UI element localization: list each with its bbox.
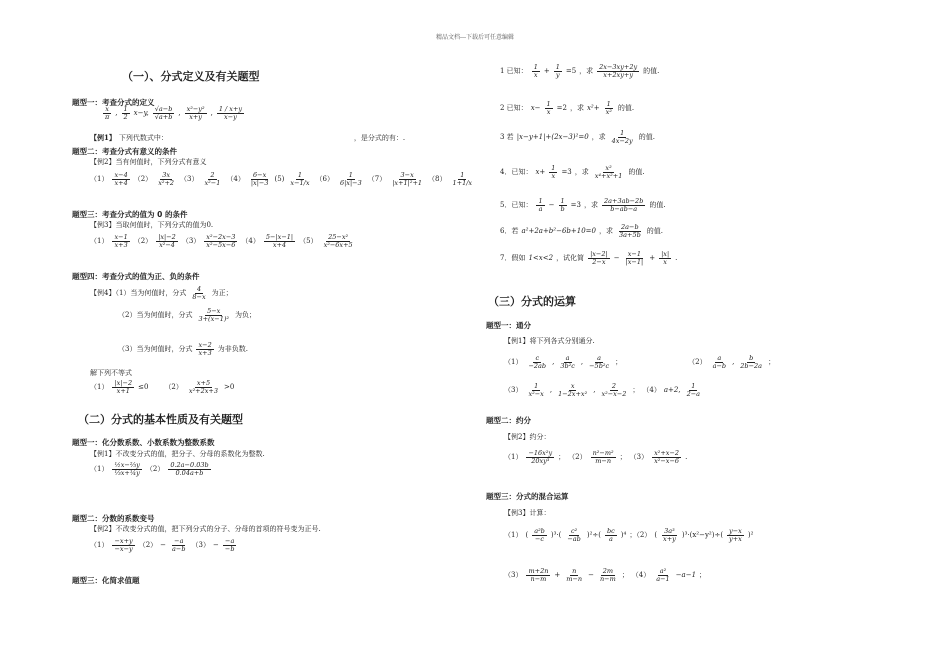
example-1-line — [90, 133, 405, 143]
example-4-line-1: 【例4】（1）当为何值时，分式 4 8−x 为正； — [90, 285, 233, 301]
example-4-line-3: （3）当为何值时，分式 x−2 x+3 为非负数. — [118, 341, 248, 357]
example-6-items: （1） −x+y −x−y （2） − $\frac{-a}{a-b}$ （3） − $\frac{-a}{-b}$ — [90, 537, 235, 553]
question-7-mid: ，试化简 — [556, 254, 585, 263]
question-4-pre: 4．已知： — [500, 168, 533, 177]
question-1-mid: ，求 — [579, 67, 594, 76]
example-3-text: 【例3】当取何值时，下列分式的值为0. — [90, 221, 214, 229]
topic-7-heading: 题型三：化简求值题 — [72, 576, 140, 585]
topic-8-heading: 题型一：通分 — [486, 321, 531, 330]
solve-heading: 解下列不等式 — [90, 369, 132, 377]
topic-4-heading: 题型四：考查分式的值为正、负的条件 — [72, 272, 200, 281]
example-4-line-2: （2）当为何值时，分式 5−x 3+(x−1)² 为负； — [118, 307, 256, 323]
example-8-items-a: （1） c −2ab , a 3b²c , a −5b²c ； （2） a a−b , b 2b−2a ； — [504, 354, 776, 370]
inequalities: （1） $\frac{|x|-2}{x+1}$ ≤0 （2） x+5 x²+2x+3 >0 — [90, 379, 235, 395]
example-1-text: 下列代数式中： — [118, 134, 168, 142]
question-2-pre: 2 已知： — [500, 104, 528, 113]
example-5-items: （1） ½x−⅔y ⅓x+¼y （2） 0.2a−0.03b 0.04a+b — [90, 461, 209, 477]
question-7-pre: 7．假如 — [500, 254, 526, 263]
question-4: 4．已知： x+ $\frac{1}{x}$ =3 ，求 x² x⁴+x²+1 的值. — [500, 164, 645, 180]
example-3-items: （1） x−1 x+3 （2） |x|−2 x²−4 （3） x²−2x−3 x²−5x−6 （4） 5−|x−1| x+4 （5） 25−x² x²−6x+5 — [90, 233, 353, 249]
question-2: 2 已知： x− $\frac{1}{x}$ =2 ，求 x²+ $\frac{1}{\text{x²}}$ 的值. — [500, 100, 635, 116]
example-4-3-text: （3）当为何值时，分式 — [118, 345, 193, 354]
question-3-end: 的值. — [638, 133, 655, 142]
example-6-text: 【例2】不改变分式的值，把下列分式的分子、分母的首项的符号变为正号. — [90, 525, 321, 533]
topic-6-heading: 题型二：分数的系数变号 — [72, 514, 155, 523]
example-4-tail: 为正； — [211, 289, 233, 298]
example-4-text: 【例4】（1）当为何值时，分式 — [90, 289, 187, 298]
example-4-2-text: （2）当为何值时，分式 — [118, 311, 193, 320]
example-8-text: 【例1】将下列各式分别通分. — [504, 337, 595, 345]
example-10-items-a: （1） ( a²b −c )³·( c² −ab )²÷( bc a )⁴ ；（2） ( 3a³ x+y )³·(x²−y²)÷( y−x y+x )² — [504, 527, 754, 543]
page-header: 精品文档---下载后可任意编辑 — [435, 34, 515, 41]
example-4-2-tail: 为负； — [234, 311, 256, 320]
topic-1-heading: 题型一：考查分式的定义 — [72, 98, 155, 107]
section-title-3: （三）分式的运算 — [488, 295, 576, 308]
question-2-mid: ，求 — [569, 104, 584, 113]
topic-9-heading: 题型二：约分 — [486, 416, 531, 425]
question-3: 3 若 |x−y+1|+(2x−3)²=0 ，求 1 4x−2y 的值. — [500, 129, 655, 145]
example-10-text: 【例3】计算： — [504, 509, 551, 517]
section-title-2: （二）分式的基本性质及有关题型 — [78, 413, 243, 426]
question-3-mid: ，求 — [591, 133, 606, 142]
question-7: 7．假如 1<x<2 ，试化简 |x−2| 2−x − $\frac{x-1}{|x-1|}$ + $\frac{|x|}{x}$ . — [500, 250, 678, 266]
question-5: 5．已知： 1 a − $\frac{1}{b}$ =3 ，求 2a+3ab−2b b−ab−a 的值. — [500, 197, 666, 213]
question-1: 1 已知： 1 x + $\frac{1}{y}$ =5 ，求 2x−3xy+2y x+2xy+y 的值. — [500, 63, 660, 79]
section-title-1: （一）、分式定义及有关题型 — [122, 70, 260, 83]
question-6: 6．若 a²+2a+b²−6b+10=0 ，求 2a−b 3a+5b 的值. — [500, 223, 663, 239]
topic-5-heading: 题型一：化分数系数、小数系数为整数系数 — [72, 438, 215, 447]
example-10-items-b: （3） m+2n n−m + $\frac{n}{m-n}$ − $\frac{2m}{n-m}$ ； （4） a² a−1 −a−1 ； — [504, 567, 707, 583]
topic-2-heading: 题型二：考查分式有意义的条件 — [72, 147, 177, 156]
example-9-text: 【例2】约分： — [504, 433, 551, 441]
question-5-pre: 5．已知： — [500, 201, 533, 210]
example-1-tail: ，是分式的有：. — [353, 134, 406, 142]
question-3-pre: 3 若 — [500, 133, 514, 142]
example-1-label: 【例1】 — [90, 133, 116, 142]
topic-10-heading: 题型三：分式的混合运算 — [486, 492, 569, 501]
question-1-end: 的值. — [643, 67, 660, 76]
example-4-3-tail: 为非负数. — [217, 345, 248, 354]
question-2-end: 的值. — [617, 104, 635, 113]
example-1-expressions: x π , 1 2 x−y, √a−b √a+b , x²−y² x+y , 1 / x+y x−y — [105, 105, 243, 121]
question-6-pre: 6．若 — [500, 227, 519, 236]
example-8-items-b: （3） 1 x²−x , x 1−2x+x² , 2 x²−x−2 ； （4） a+2, 1 2−a — [504, 382, 701, 398]
example-2-items: （1） x−4 x+4 （2） 3x x²+2 （3） 2 x²−1 （4） 6−x |x|−3 (5) 1 x−1/x （6） 1 6|x|−3 （7） 3−x |x+1|²+1 （8） 1 1+1/x — [90, 171, 473, 187]
example-5-text: 【例1】不改变分式的值，把分子、分母的系数化为整数. — [90, 450, 265, 458]
example-2-text: 【例2】当有何值时，下列分式有意义 — [90, 158, 207, 166]
example-9-items: （1） −16x²y 20xy³ ； （2） n²−m² m−n ； （3） x²+x−2 x²−x−6 . — [504, 449, 688, 465]
topic-3-heading: 题型三：考查分式的值为 0 的条件 — [72, 210, 188, 219]
